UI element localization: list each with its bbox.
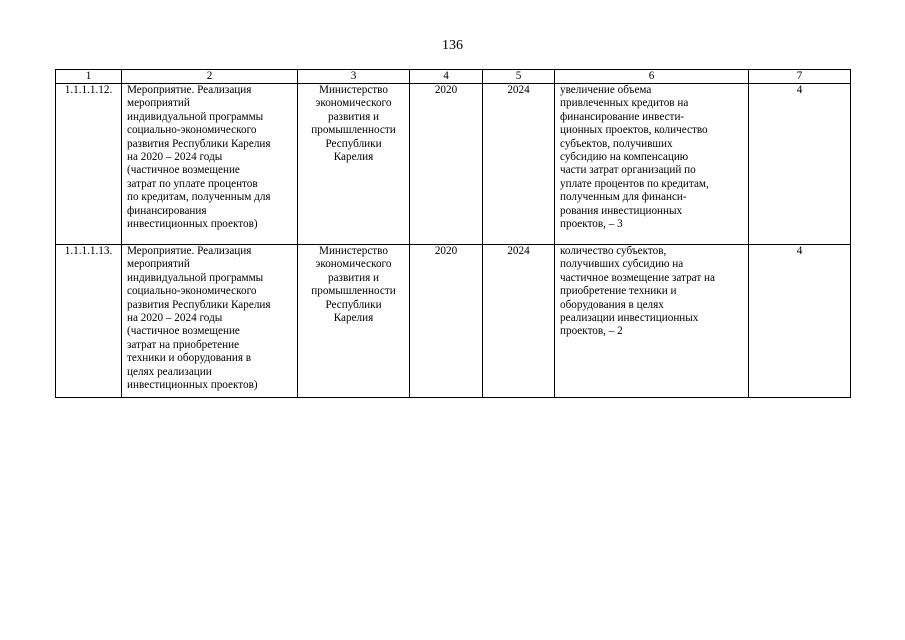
- header-col-1: 1: [56, 70, 122, 84]
- start-year: 2020: [410, 245, 483, 398]
- column-7-value: 4: [749, 245, 851, 398]
- table-row: [56, 84, 851, 245]
- indicator-description: количество субъектов, получивших субсидию на частичное возмещение затрат на приобретение техники и оборудования в целях реализации инвестиционных проектов, – 2: [555, 245, 749, 398]
- header-col-5: 5: [483, 70, 555, 84]
- table-row: [56, 245, 851, 398]
- executor: Министерство экономического развития и промышленности Республики Карелия: [298, 245, 410, 398]
- row-code: 1.1.1.1.12.: [56, 84, 122, 245]
- header-row: [56, 70, 851, 84]
- page-number: 136: [442, 38, 463, 53]
- column-7-value: 4: [749, 84, 851, 245]
- program-activities-table: [55, 69, 851, 398]
- header-col-3: 3: [298, 70, 410, 84]
- header-col-4: 4: [410, 70, 483, 84]
- header-col-2: 2: [122, 70, 298, 84]
- start-year: 2020: [410, 84, 483, 245]
- row-code: 1.1.1.1.13.: [56, 245, 122, 398]
- header-col-7: 7: [749, 70, 851, 84]
- activity-description: Мероприятие. Реализация мероприятий индивидуальной программы социально-экономического развития Республики Карелия на 2020 – 2024 годы (частичное возмещение затрат по уплате процентов по кредитам, полученным для финансирования инвестиционных проектов): [122, 84, 298, 245]
- executor: Министерство экономического развития и промышленности Республики Карелия: [298, 84, 410, 245]
- indicator-description: увеличение объема привлеченных кредитов на финансирование инвести- ционных проектов, количество субъектов, получивших субсидию на компенсацию части затрат организаций по уплате процентов по кредитам, полученным для финанси- рования инвестиционных проектов, – 3: [555, 84, 749, 245]
- header-col-6: 6: [555, 70, 749, 84]
- activity-description: Мероприятие. Реализация мероприятий индивидуальной программы социально-экономического развития Республики Карелия на 2020 – 2024 годы (частичное возмещение затрат на приобретение техники и оборудования в целях реализации инвестиционных проектов): [122, 245, 298, 398]
- end-year: 2024: [483, 245, 555, 398]
- end-year: 2024: [483, 84, 555, 245]
